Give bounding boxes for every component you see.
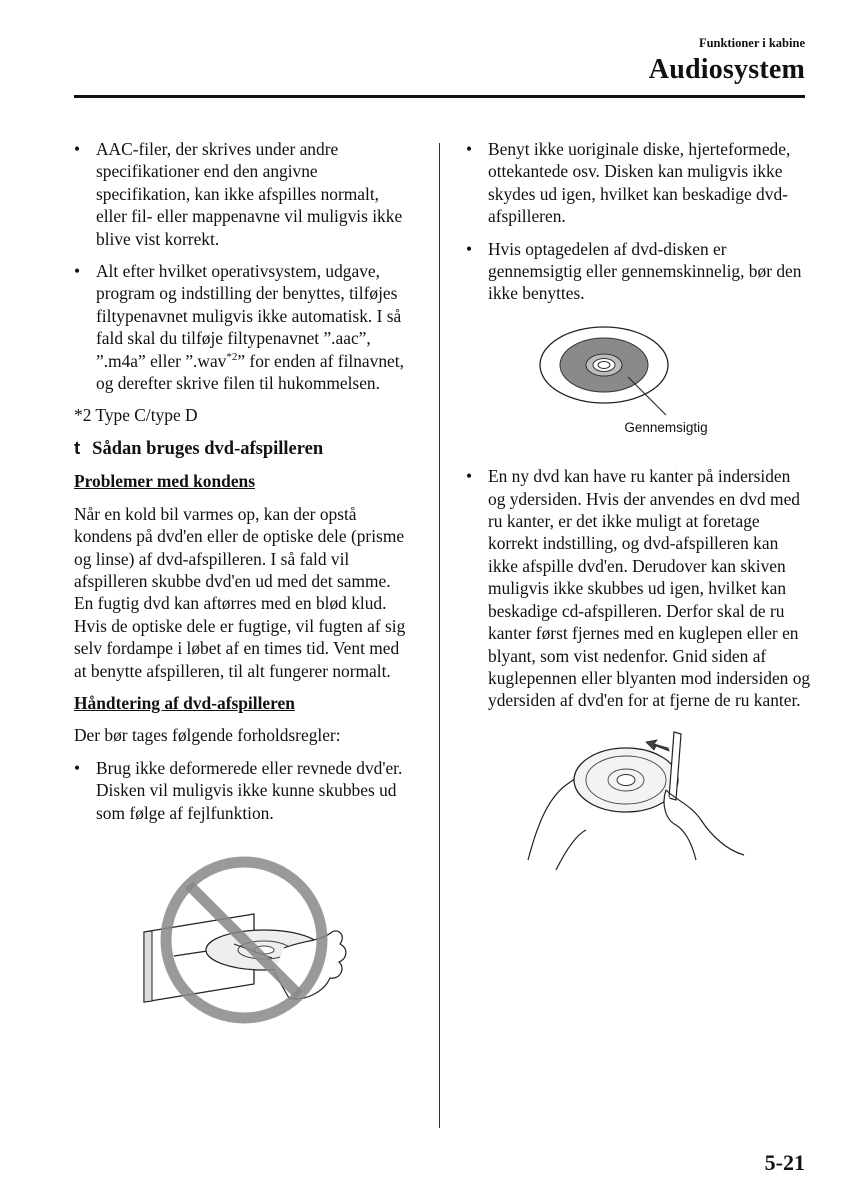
list-item-text: Brug ikke deformerede eller revnede dvd'er. Disken vil muligvis ikke kunne skubbes ud som følge af fejlfunktion. xyxy=(96,757,403,823)
header-divider xyxy=(74,95,805,98)
list-item xyxy=(466,238,811,305)
section-heading xyxy=(74,437,414,460)
bullet-icon: • xyxy=(466,466,473,487)
figure-transparent-disc xyxy=(536,323,736,439)
section-title: Sådan bruges dvd-afspilleren xyxy=(92,438,324,459)
paragraph-condensation: Når en kold bil varmes op, kan der opstå kondens på dvd'en eller de optiske dele (prisme og linse) af dvd-afspilleren. I så fald vil afspilleren skubbe dvd'en ud med det samme. En fugtig dvd kan aftørres med en blød klud. Hvis de optiske dele er fugtige, vil fugten af sig selv fordampe i løbet af en times tid. Vent med at benytte afspilleren, til alt fungerer normalt. xyxy=(74,503,406,681)
column-divider xyxy=(439,143,440,1128)
page-number: 5-21 xyxy=(764,1150,805,1175)
footnote: *2 Type C/type D xyxy=(74,405,198,426)
footnote-ref: *2 xyxy=(226,350,238,363)
list-item xyxy=(466,465,811,711)
right-column xyxy=(466,138,811,870)
list-item-text: AAC-filer, der skrives under andre specifikationer end den angivne specifikation, kan ikke afspilles normalt, eller fil- eller mappenavne vil muligvis ikke blive vist korrekt. xyxy=(96,139,403,249)
list-item-text: Alt efter hvilket operativsystem, udgave, program og indstilling der benyttes, tilføjes filtypenavnet muligvis ikke automatisk. I så fald skal du tilføje filtypenavnet ”.aac”, ”.m4a” eller ”.wav xyxy=(96,261,402,371)
paragraph-precautions: Der bør tages følgende forholdsregler: xyxy=(74,725,341,746)
bullet-icon: • xyxy=(74,261,81,282)
subheading-handling: Håndtering af dvd-afspilleren xyxy=(74,692,295,713)
transparent-disc-illustration xyxy=(536,323,736,423)
section-mark: t xyxy=(74,436,81,458)
figure-deburr-disc xyxy=(526,730,811,870)
page-title: Audiosystem xyxy=(648,54,805,85)
list-item xyxy=(74,757,414,824)
subheading-condensation: Problemer med kondens xyxy=(74,471,255,492)
left-column xyxy=(74,138,414,1037)
list-item-text-tail: ” for enden af filnavnet, og derefter skrive filen til hukommelsen. xyxy=(96,350,404,394)
bullet-icon: • xyxy=(466,139,473,159)
list-item xyxy=(74,260,414,394)
deburr-disc-illustration xyxy=(526,730,746,870)
list-item xyxy=(74,138,414,250)
bullet-icon: • xyxy=(74,757,81,778)
prohibited-disc-illustration xyxy=(134,852,424,1037)
bullet-icon: • xyxy=(466,238,473,259)
list-item-text: Benyt ikke uoriginale diske, hjerteformede, ottekantede osv. Disken kan muligvis ikke skydes ud igen, hvilket kan beskadige dvd-afspilleren. xyxy=(488,139,791,227)
header-section: Funktioner i kabine xyxy=(698,36,805,50)
figure-caption: Gennemsigtig xyxy=(624,419,708,435)
list-item-text: Hvis optagedelen af dvd-disken er gennemsigtig eller gennemskinnelig, bør den ikke benyttes. xyxy=(488,238,802,304)
figure-no-cracked-disc xyxy=(134,852,414,1037)
list-item-text: En ny dvd kan have ru kanter på indersiden og ydersiden. Hvis der anvendes en dvd med ru kanter, er det ikke muligt at foretage korrekt indstilling, og dvd-afspilleren kan ikke afspille dvd'en. Derudover kan skiven muligvis ikke skubbes ud igen, hvilket kan beskadige cd-afspilleren. Derfor skal de ru kanter først fjernes med en kuglepen eller en blyant, som vist nedenfor. Gnid siden af kuglepennen eller blyanten mod indersiden og ydersiden af dvd'en for at fjerne de ru kanter. xyxy=(488,466,811,711)
bullet-icon: • xyxy=(74,139,81,159)
list-item xyxy=(466,138,811,228)
